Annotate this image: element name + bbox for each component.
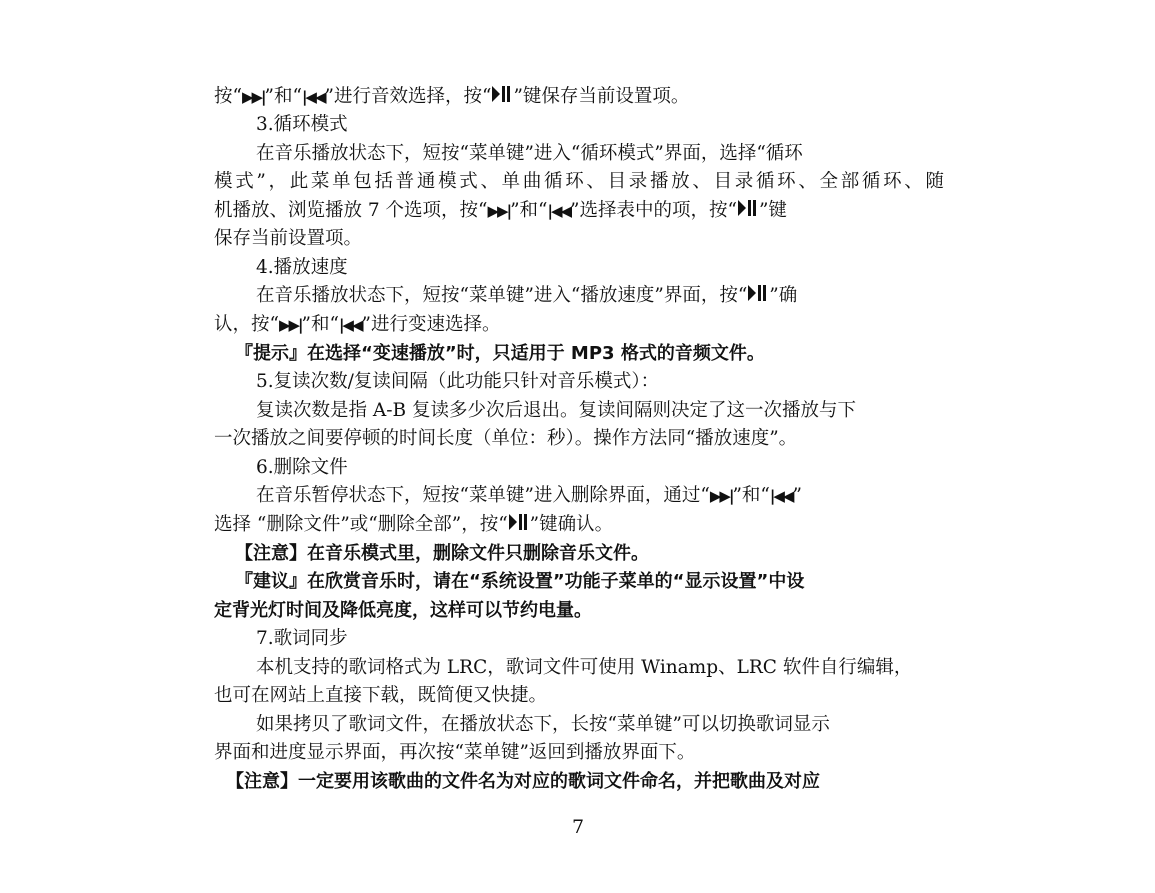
section-heading: 6.删除文件 <box>256 457 348 478</box>
text-line <box>214 197 944 225</box>
tip-note: 『提示』在选择“变速播放”时，只适用于 MP3 格式的音频文件。 <box>235 343 765 364</box>
text-segment: 机播放、浏览播放 7 个选项，按“ <box>214 200 488 221</box>
text-line: 一次播放之间要停顿的时间长度（单位：秒）。操作方法同“播放速度”。 <box>214 428 798 449</box>
section-heading: 7.歌词同步 <box>256 628 348 649</box>
text-segment: 按“ <box>214 86 242 107</box>
text-line <box>256 282 944 310</box>
previous-track-icon: |◀◀ <box>547 202 571 220</box>
text-line: 复读次数是指 A-B 复读多少次后退出。复读间隔则决定了这一次播放与下 <box>256 400 856 421</box>
text-line <box>256 482 944 510</box>
next-track-icon: ▶▶| <box>487 202 511 220</box>
text-line: 界面和进度显示界面，再次按“菜单键”返回到播放界面下。 <box>214 742 696 763</box>
text-segment: ”确 <box>769 285 798 306</box>
suggestion-note-continued: 定背光灯时间及降低亮度，这样可以节约电量。 <box>214 600 592 621</box>
text-line: 也可在网站上直接下载，既简便又快捷。 <box>214 685 548 706</box>
text-line: 保存当前设置项。 <box>214 228 363 249</box>
text-segment: ”和“ <box>732 485 770 506</box>
text-line: 模式”，此菜单包括普通模式、单曲循环、目录播放、目录循环、全部循环、随 <box>214 171 944 192</box>
text-segment: ”和“ <box>510 200 548 221</box>
text-segment: ”和“ <box>264 86 302 107</box>
text-segment: ”选择表中的项，按“ <box>570 200 737 221</box>
next-track-icon: ▶▶| <box>709 487 733 505</box>
text-line: 本机支持的歌词格式为 LRC，歌词文件可使用 Winamp、LRC 软件自行编辑， <box>256 657 913 678</box>
play-pause-icon <box>737 198 759 227</box>
text-segment: ” <box>792 485 802 506</box>
section-heading: 4.播放速度 <box>256 257 348 278</box>
text-segment: ”键 <box>758 200 787 221</box>
text-segment: 在音乐暂停状态下，短按“菜单键”进入删除界面，通过“ <box>256 485 710 506</box>
text-segment: ”和“ <box>301 314 339 335</box>
page-number: 7 <box>571 816 585 838</box>
text-line: 如果拷贝了歌词文件，在播放状态下，长按“菜单键”可以切换歌词显示 <box>256 714 830 735</box>
text-segment: ”键确认。 <box>529 514 614 535</box>
text-segment: 在音乐播放状态下，短按“菜单键”进入“播放速度”界面，按“ <box>256 285 748 306</box>
text-segment: ”键保存当前设置项。 <box>513 86 690 107</box>
previous-track-icon: |◀◀ <box>301 88 325 106</box>
next-track-icon: ▶▶| <box>241 88 265 106</box>
play-pause-icon <box>747 283 769 312</box>
warning-note: 【注意】在音乐模式里，删除文件只删除音乐文件。 <box>235 543 649 564</box>
text-line <box>214 83 944 111</box>
text-segment: 选择 “删除文件”或“删除全部”，按“ <box>214 514 508 535</box>
section-heading: 3.循环模式 <box>256 114 348 135</box>
section-heading: 5.复读次数/复读间隔（此功能只针对音乐模式）： <box>256 371 660 392</box>
previous-track-icon: |◀◀ <box>769 487 793 505</box>
play-pause-icon <box>491 84 513 113</box>
text-line <box>214 511 944 539</box>
text-segment: ”进行音效选择，按“ <box>324 86 492 107</box>
warning-note: 【注意】一定要用该歌曲的文件名为对应的歌词文件命名，并把歌曲及对应 <box>226 771 820 792</box>
suggestion-note: 『建议』在欣赏音乐时，请在“系统设置”功能子菜单的“显示设置”中设 <box>235 571 805 592</box>
text-segment: 认，按“ <box>214 314 279 335</box>
text-line <box>214 311 944 339</box>
next-track-icon: ▶▶| <box>278 316 302 334</box>
previous-track-icon: |◀◀ <box>338 316 362 334</box>
play-pause-icon <box>508 512 530 541</box>
text-line: 在音乐播放状态下，短按“菜单键”进入“循环模式”界面，选择“循环 <box>256 143 803 164</box>
text-segment: ”进行变速选择。 <box>361 314 501 335</box>
